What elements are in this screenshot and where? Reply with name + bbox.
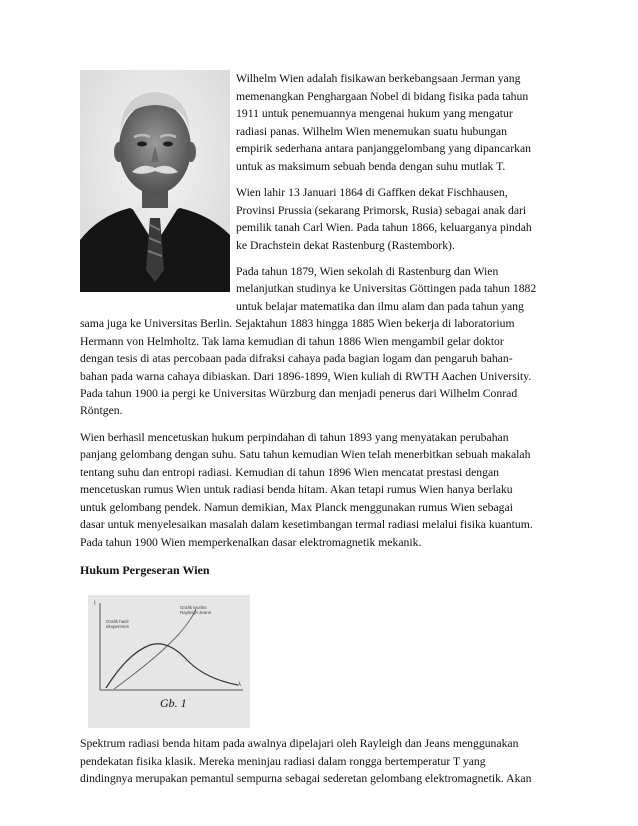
- rayleigh-label-line2: Rayleigh-Jeans: [180, 610, 212, 615]
- education-line: untuk belajar matematika dan ilmu alam dan pada tahun yang: [236, 300, 524, 313]
- law-line: mencetuskan rumus Wien untuk radiasi benda hitam. Akan tetapi rumus Wien hanya berlaku: [80, 483, 513, 496]
- law-line: panjang gelombang dengan suhu. Satu tahun kemudian Wien telah menerbitkan sebuah makalah: [80, 448, 531, 461]
- blackbody-figure: [88, 595, 250, 728]
- birth-line: ke Drachstein dekat Rastenburg (Rastembork).: [236, 239, 455, 252]
- section-heading: Hukum Pergeseran Wien: [80, 563, 210, 577]
- education-line: Pada tahun 1879, Wien sekolah di Rastenburg dan Wien: [236, 265, 499, 278]
- intro-line: memenangkan Penghargaan Nobel di bidang fisika pada tahun: [236, 90, 529, 103]
- spectrum-line: dindingnya merupakan pemantul sempurna sebagai sederetan gelombang elektromagnetik. Akan: [80, 772, 532, 785]
- y-axis-label: I: [94, 601, 96, 607]
- intro-line: untuk as maksimum sebuah benda dengan suhu mutlak T.: [236, 160, 506, 173]
- intro-line: Wilhelm Wien adalah fisikawan berkebangsaan Jerman yang: [236, 72, 521, 85]
- education-line: dengan tesis di atas percobaan pada difraksi cahaya pada bagian logam dan pengaruh bahan-: [80, 352, 513, 365]
- intro-line: empirik sederhana antara panjanggelombang yang dipancarkan: [236, 142, 531, 155]
- education-line: Pada tahun 1900 ia pergi ke Universitas Würzburg dan menjadi penerus dari Wilhelm Conrad: [80, 387, 518, 400]
- experimental-curve: [106, 644, 238, 688]
- law-line: Wien berhasil mencetuskan hukum perpindahan di tahun 1893 yang menyatakan perubahan: [80, 431, 509, 444]
- law-line: Pada tahun 1900 Wien memperkenalkan dasar elektromagnetik mekanik.: [80, 536, 422, 549]
- x-axis-label: λ: [238, 682, 241, 688]
- experiment-label-line1: Grafik hasil: [106, 619, 129, 624]
- education-line: Röntgen.: [80, 404, 123, 417]
- intro-line: radiasi panas. Wilhelm Wien menemukan suatu hubungan: [236, 125, 507, 138]
- spectrum-line: pendekatan fisika klasik. Mereka meninjau radiasi dalam rongga bertemperatur T yang: [80, 755, 486, 768]
- rayleigh-label-line1: Grafik teoritis: [180, 605, 207, 610]
- birth-line: pemilik tanah Carl Wien. Pada tahun 1866, keluarganya pindah: [236, 221, 532, 234]
- education-line: melanjutkan studinya ke Universitas Göttingen pada tahun 1882: [236, 282, 537, 295]
- law-line: dasar untuk menyelesaikan masalah dalam kesetimbangan termal radiasi melalui fisika kuantum.: [80, 518, 533, 531]
- law-line: untuk gelombang pendek. Namun demikian, Max Planck menggunakan rumus Wien sebagai: [80, 501, 513, 514]
- birth-line: Provinsi Prussia (sekarang Primorsk, Rusia) sebagai anak dari: [236, 204, 527, 217]
- portrait-photo: [80, 70, 230, 292]
- experiment-label-line2: eksperimen: [106, 624, 130, 629]
- education-line: Hermann von Helmholtz. Tak lama kemudian di tahun 1886 Wien mengambil gelar doktor: [80, 335, 504, 348]
- figure-caption: Gb. 1: [160, 696, 187, 710]
- spectrum-line: Spektrum radiasi benda hitam pada awalnya dipelajari oleh Rayleigh dan Jeans menggunakan: [80, 737, 519, 750]
- birth-line: Wien lahir 13 Januari 1864 di Gaffken dekat Fischhausen,: [236, 186, 508, 199]
- intro-line: 1911 untuk penemuannya mengenai hukum yang mengatur: [236, 107, 513, 120]
- education-line: bahan pada warna cahaya dibiaskan. Dari 1896-1899, Wien kuliah di RWTH Aachen University.: [80, 370, 532, 383]
- education-line: sama juga ke Universitas Berlin. Sejaktahun 1883 hingga 1885 Wien bekerja di laboratorium: [80, 317, 515, 330]
- law-line: tentang suhu dan entropi radiasi. Kemudian di tahun 1896 Wien mencatat prestasi dengan: [80, 466, 499, 479]
